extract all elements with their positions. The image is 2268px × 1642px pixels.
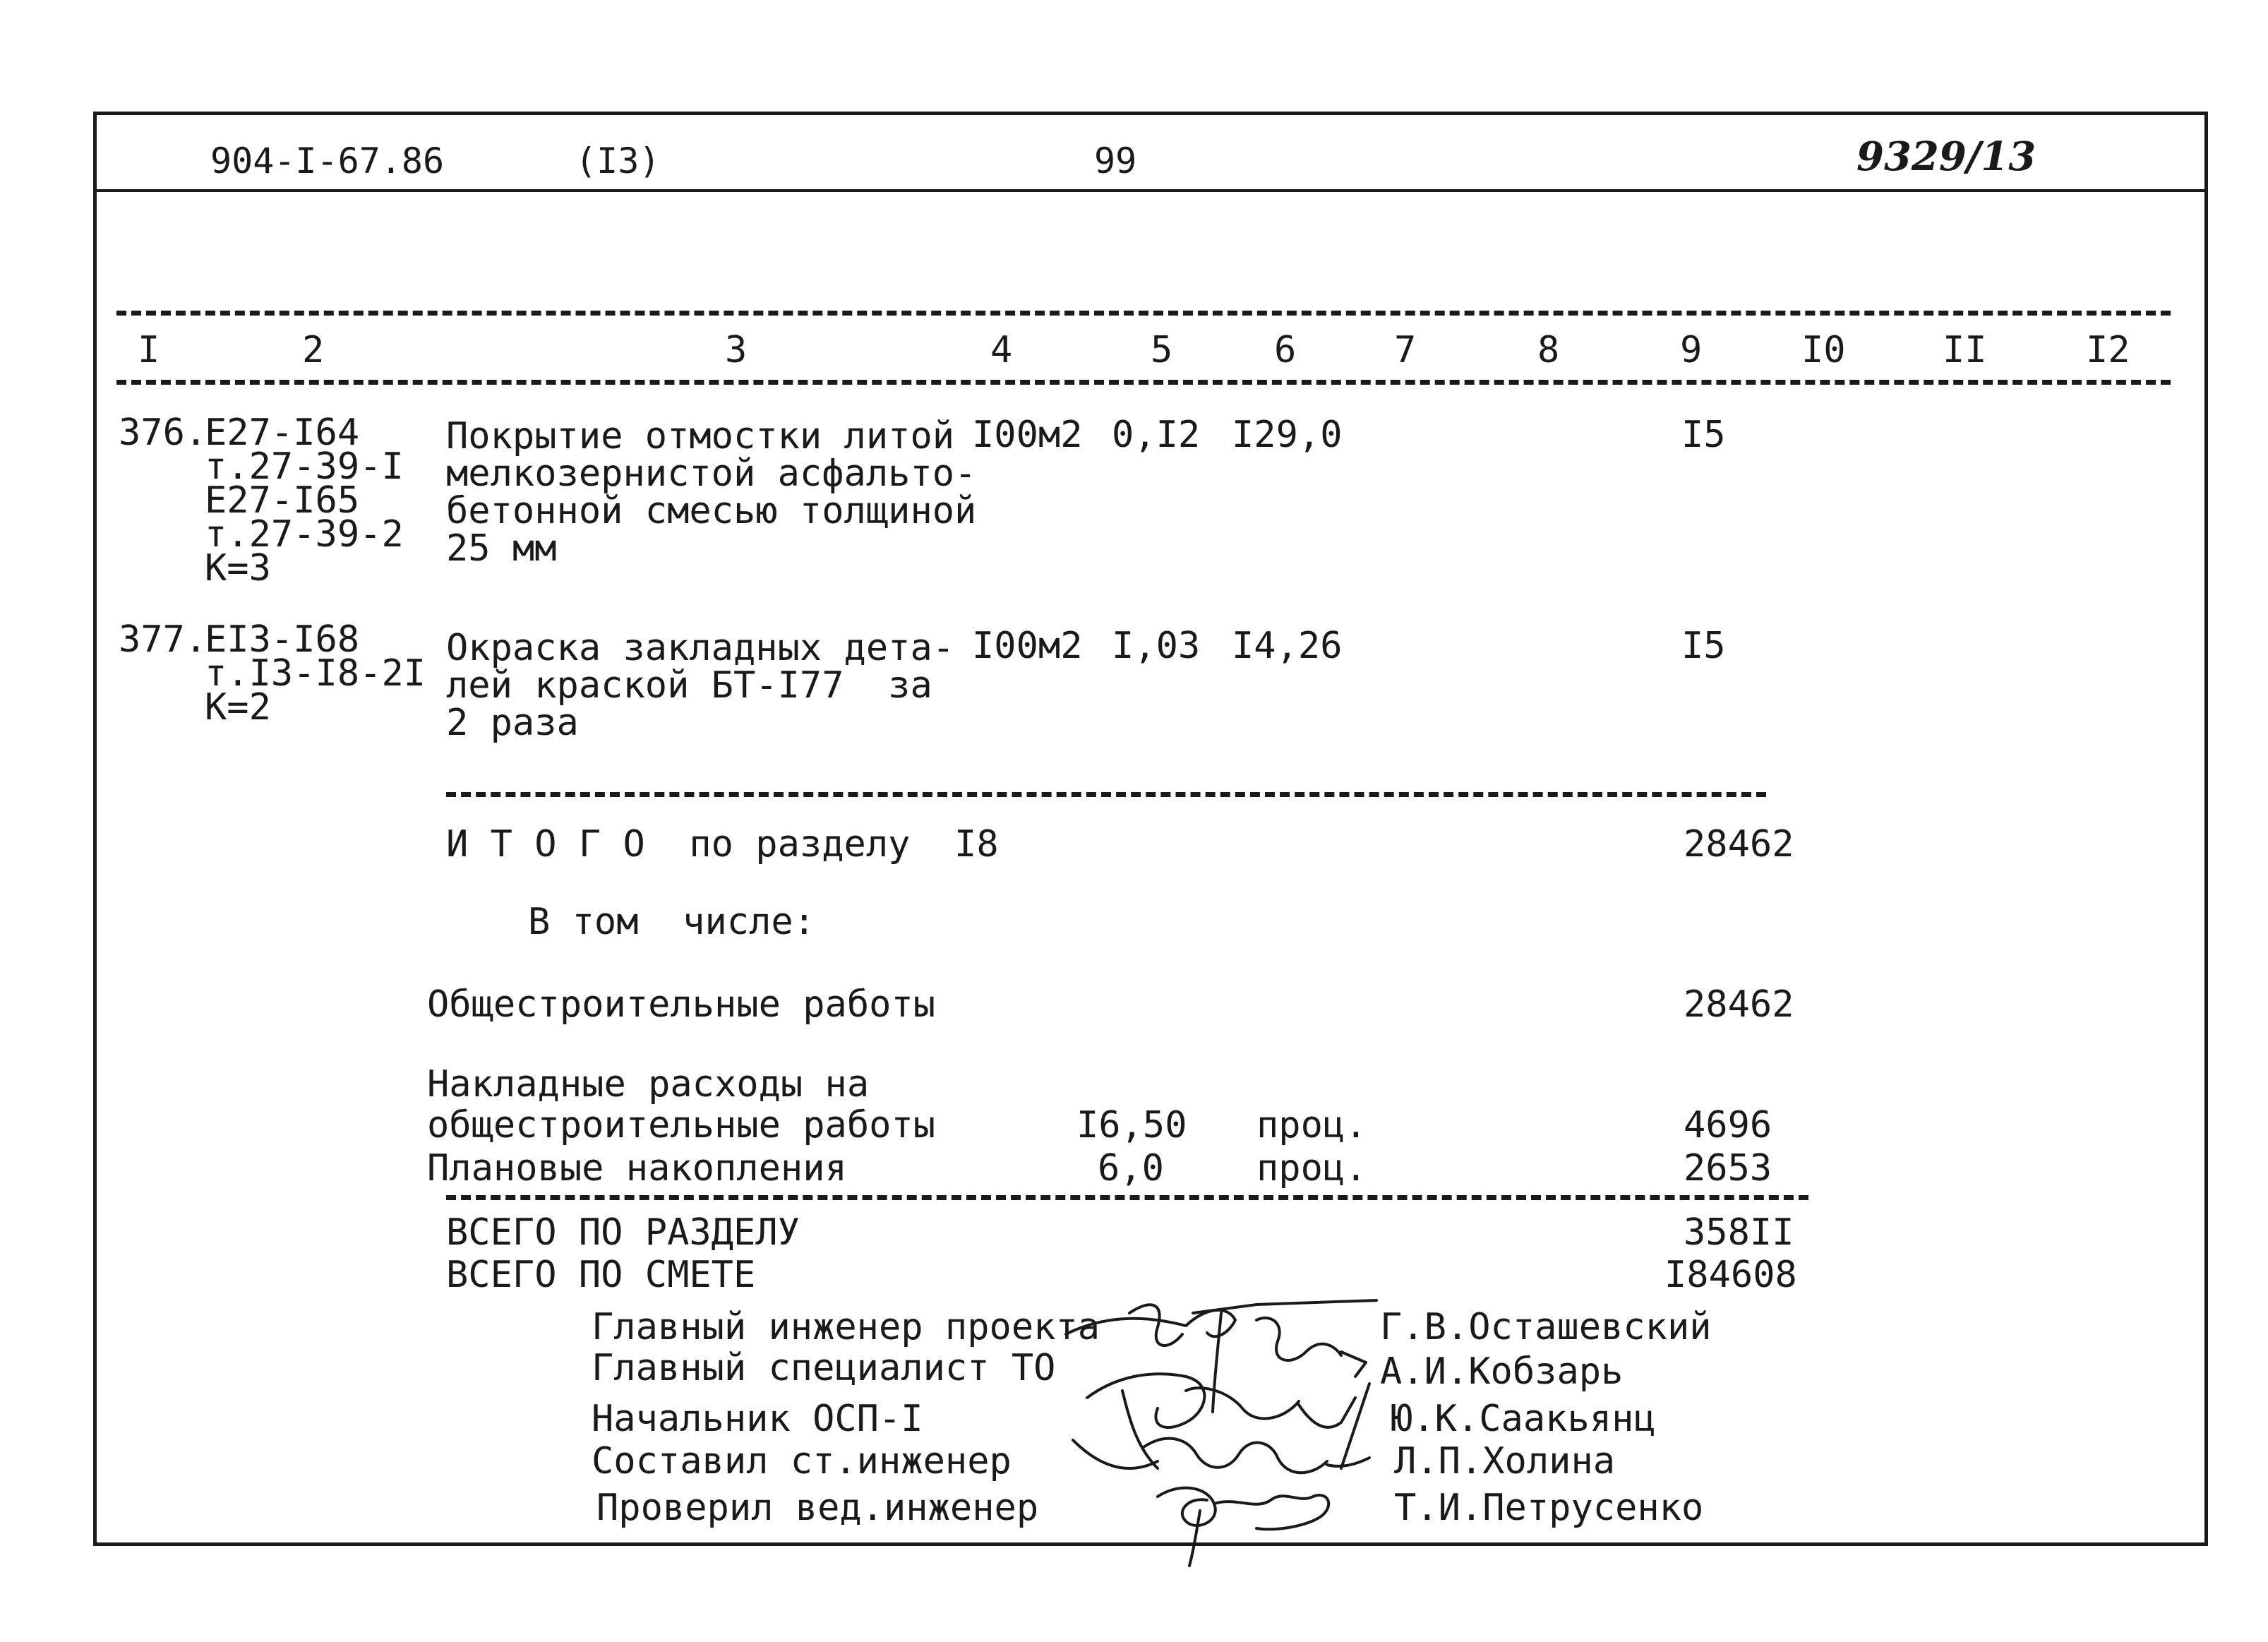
general-works-value: 28462: [1684, 983, 1794, 1026]
signatory-position: Проверил вед.инженер: [596, 1487, 1039, 1529]
row-unit: I00м2: [972, 414, 1083, 456]
row-quantity: 0,I2: [1112, 414, 1201, 456]
overhead-unit: проц.: [1256, 1104, 1367, 1146]
overhead-label: Накладные расходы на: [427, 1063, 870, 1105]
column-header-top-rule: [116, 311, 2171, 316]
row-code: К=3: [205, 547, 271, 589]
handwritten-signatures: [1045, 1285, 1398, 1567]
column-number: 9: [1680, 329, 1703, 371]
including-label: В том числе:: [528, 901, 815, 943]
planned-rate: 6,0: [1098, 1147, 1164, 1189]
signatory-name: Ю.К.Саакьянц: [1391, 1398, 1656, 1440]
row-description: 2 раза: [446, 702, 579, 744]
grand-total-separator: [446, 1195, 1808, 1200]
row-total: I5: [1681, 625, 1726, 667]
all-section-value: 358II: [1684, 1211, 1794, 1254]
row-code: т.27-39-I: [205, 445, 404, 488]
row-description: Окраска закладных дета-: [446, 627, 955, 669]
row-description: лей краской БТ-I77 за: [446, 664, 932, 707]
column-number: I2: [2086, 329, 2130, 371]
column-number: I0: [1801, 329, 1846, 371]
column-number: 5: [1151, 329, 1173, 371]
column-header-bottom-rule: [116, 380, 2171, 385]
inventory-number: 9329/13: [1856, 133, 2036, 180]
overhead-value: 4696: [1684, 1104, 1772, 1146]
signatory-position: Составил ст.инженер: [592, 1440, 1012, 1482]
all-section-label: ВСЕГО ПО РАЗДЕЛУ: [446, 1211, 800, 1254]
total-section-value: 28462: [1684, 823, 1794, 865]
total-section-label: И Т О Г О по разделу I8: [446, 823, 999, 865]
planned-label: Плановые накопления: [427, 1147, 847, 1189]
page-number: 99: [1094, 140, 1137, 181]
row-code: К=2: [205, 686, 271, 729]
overhead-rate: I6,50: [1076, 1104, 1187, 1146]
row-description: бетонной смесью толщиной: [446, 490, 977, 532]
row-number: 377.: [119, 618, 208, 661]
all-estimate-value: I84608: [1664, 1254, 1797, 1296]
all-estimate-label: ВСЕГО ПО СМЕТЕ: [446, 1254, 756, 1296]
row-code: Е27-I65: [205, 479, 360, 522]
row-code: Е27-I64: [205, 412, 360, 454]
planned-unit: проц.: [1256, 1147, 1367, 1189]
row-total: I5: [1681, 414, 1726, 456]
planned-value: 2653: [1684, 1147, 1772, 1189]
row-description: Покрытие отмостки литой: [446, 415, 955, 457]
row-quantity: I,03: [1112, 625, 1201, 667]
column-number: 3: [725, 329, 748, 371]
column-number: 7: [1394, 329, 1417, 371]
column-number: I: [138, 329, 160, 371]
column-number: II: [1943, 329, 1987, 371]
row-description: 25 мм: [446, 527, 557, 570]
signatory-position: Главный инженер проекта: [592, 1306, 1100, 1348]
row-code: т.I3-I8-2I: [205, 652, 426, 695]
overhead-label: общестроительные работы: [427, 1104, 936, 1146]
row-number: 376.: [119, 412, 208, 454]
signatory-name: Т.И.Петрусенко: [1394, 1487, 1704, 1529]
signatory-name: А.И.Кобзарь: [1380, 1350, 1624, 1393]
header-divider: [93, 189, 2208, 192]
row-unit-cost: I4,26: [1232, 625, 1343, 667]
section-code: (I3): [575, 140, 661, 181]
row-description: мелкозернистой асфальто-: [446, 453, 977, 495]
signatory-position: Главный специалист ТО: [592, 1347, 1056, 1389]
row-code: ЕI3-I68: [205, 618, 360, 661]
row-code: т.27-39-2: [205, 513, 404, 556]
row-unit-cost: I29,0: [1232, 414, 1343, 456]
column-number: 6: [1274, 329, 1297, 371]
column-number: 4: [990, 329, 1013, 371]
row-unit: I00м2: [972, 625, 1083, 667]
column-number: 8: [1537, 329, 1560, 371]
totals-separator: [446, 792, 1766, 797]
column-number: 2: [302, 329, 325, 371]
signatory-name: Л.П.Холина: [1394, 1440, 1616, 1482]
doc-code: 904-I-67.86: [210, 140, 445, 181]
general-works-label: Общестроительные работы: [427, 983, 936, 1026]
signatory-name: Г.В.Осташевский: [1380, 1306, 1712, 1348]
signatory-position: Начальник ОСП-I: [592, 1398, 923, 1440]
